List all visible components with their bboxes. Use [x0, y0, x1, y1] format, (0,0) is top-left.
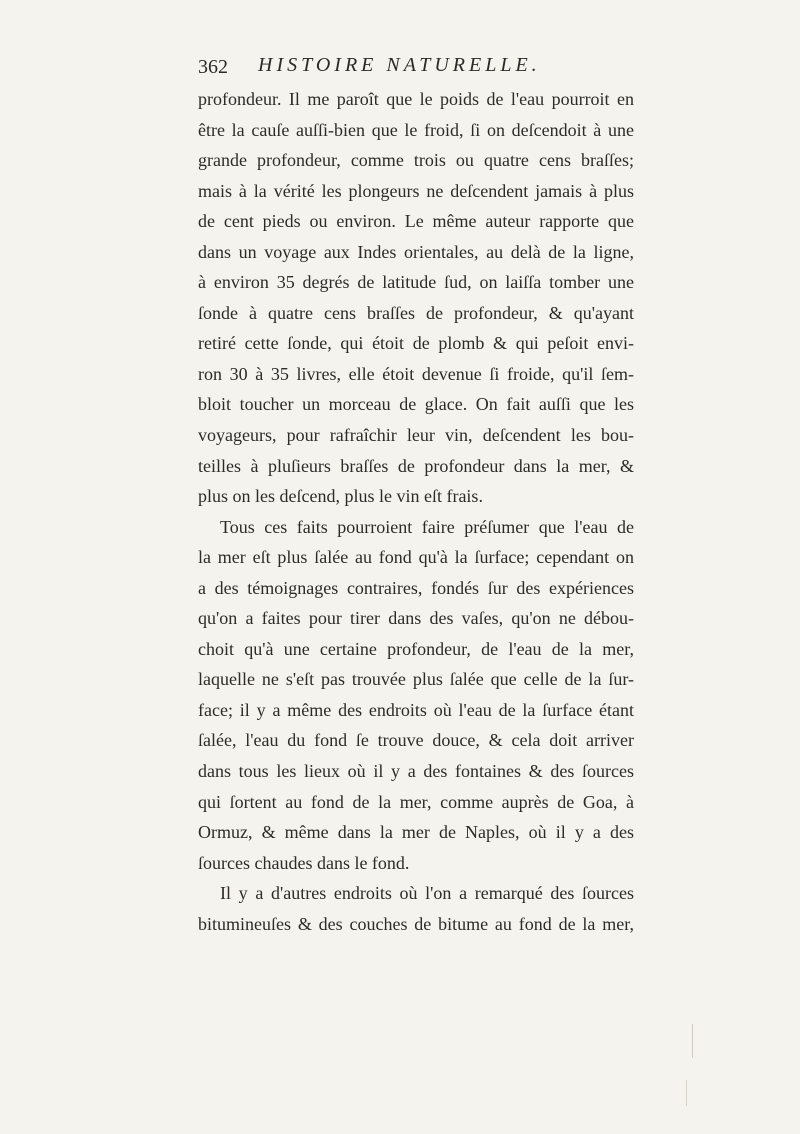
running-head: HISTOIRE NATURELLE. — [258, 54, 541, 76]
text-line: de cent pieds ou environ. Le même auteur rapporte que — [198, 211, 634, 232]
text-line: plus on les deſcend, plus le vin eſt frais. — [198, 486, 483, 507]
text-line: Ormuz, & même dans la mer de Naples, où il y a des — [198, 822, 634, 843]
text-line: qu'on a faites pour tirer dans des vaſes, qu'on ne débou- — [198, 608, 634, 629]
text-line: ron 30 à 35 livres, elle étoit devenue ſi froide, qu'il ſem- — [198, 363, 634, 384]
text-line: à environ 35 degrés de latitude ſud, on laiſſa tomber une — [198, 272, 634, 293]
page-number: 362 — [198, 56, 228, 78]
text-line: ſonde à quatre cens braſſes de profondeur, & qu'ayant — [198, 302, 634, 323]
paper-mark — [686, 1080, 687, 1106]
text-line: ſalée, l'eau du fond ſe trouve douce, & cela doit arriver — [198, 730, 634, 751]
page-header — [198, 52, 638, 88]
text-line: ſources chaudes dans le fond. — [198, 852, 410, 873]
text-line: bloit toucher un morceau de glace. On fait auſſi que les — [198, 394, 634, 415]
text-line: face; il y a même des endroits où l'eau de la ſurface étant — [198, 699, 634, 720]
text-line: Il y a d'autres endroits où l'on a remarqué des ſources — [220, 883, 634, 904]
body-text — [198, 84, 634, 939]
text-line: qui ſortent au fond de la mer, comme auprès de Goa, à — [198, 791, 634, 812]
text-line: grande profondeur, comme trois ou quatre cens braſſes; — [198, 150, 634, 171]
paper-mark — [692, 1024, 693, 1058]
text-line: Tous ces faits pourroient faire préſumer que l'eau de — [220, 516, 634, 537]
text-line: mais à la vérité les plongeurs ne deſcendent jamais à plus — [198, 180, 634, 201]
text-line: profondeur. Il me paroît que le poids de l'eau pourroit en — [198, 89, 634, 109]
text-line: dans tous les lieux où il y a des fontaines & des ſources — [198, 761, 634, 782]
text-line: a des témoignages contraires, fondés ſur des expériences — [198, 577, 634, 598]
text-line: retiré cette ſonde, qui étoit de plomb & qui peſoit envi- — [198, 333, 634, 354]
text-line: dans un voyage aux Indes orientales, au delà de la ligne, — [198, 241, 634, 262]
text-line: choit qu'à une certaine profondeur, de l'eau de la mer, — [198, 638, 634, 659]
text-line: teilles à pluſieurs braſſes de profondeur dans la mer, & — [198, 455, 634, 476]
text-line: laquelle ne s'eſt pas trouvée plus ſalée que celle de la ſur- — [198, 669, 634, 690]
text-line: être la cauſe auſſi-bien que le froid, ſi on deſcendoit à une — [198, 119, 634, 140]
text-line: bitumineuſes & des couches de bitume au fond de la mer, — [198, 913, 634, 934]
text-line: la mer eſt plus ſalée au fond qu'à la ſurface; cependant on — [198, 547, 634, 568]
text-line: voyageurs, pour rafraîchir leur vin, deſcendent les bou- — [198, 425, 634, 446]
